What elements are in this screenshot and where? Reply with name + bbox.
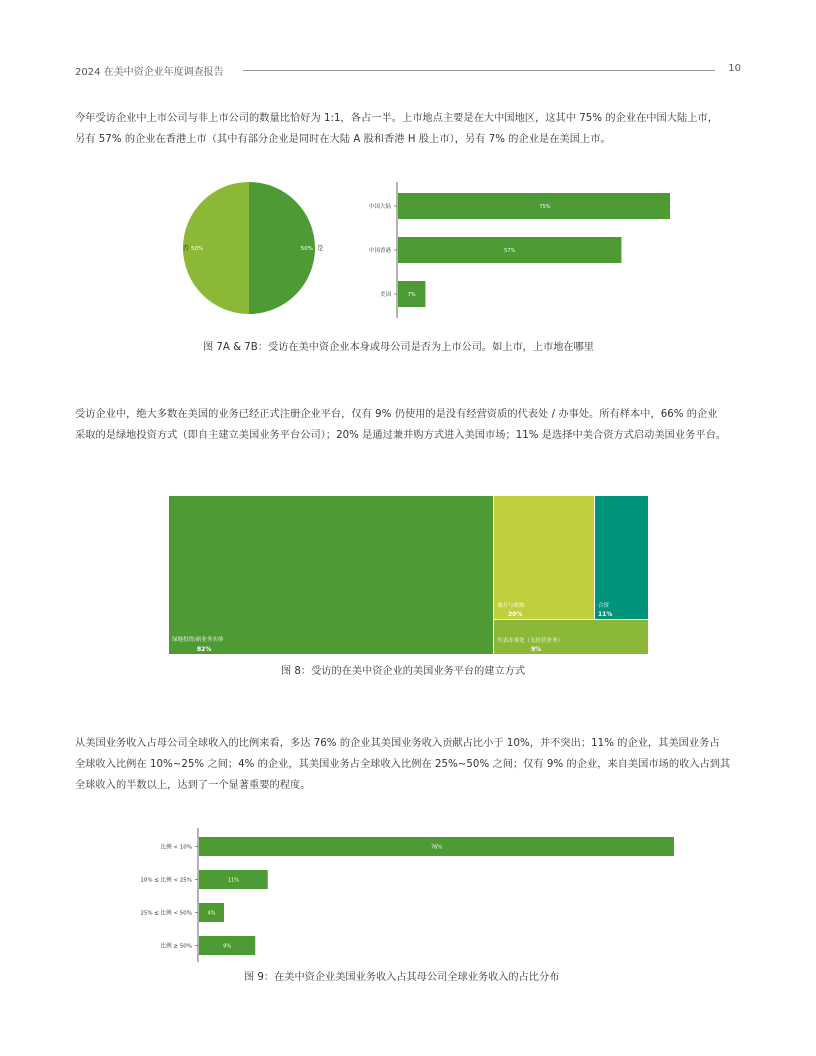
page-number: 10 (728, 63, 741, 74)
header-title: 2024 在美中资企业年度调查报告 (75, 67, 224, 78)
paragraph-listing (75, 108, 745, 150)
bar-value-label: 7% (407, 292, 416, 298)
paragraph-platform (75, 404, 745, 446)
figure-9-caption: 图 9：在美中资企业美国业务收入占其母公司全球业务收入的占比分布 (244, 972, 560, 983)
bar-value-label: 9% (223, 943, 232, 950)
category-tick-label: 10% ≤ 比例 < 25% (140, 877, 192, 884)
category-tick-label: 25% ≤ 比例 < 50% (140, 910, 192, 917)
figure-8-caption: 图 8：受访的在美中资企业的美国业务平台的建立方式 (281, 666, 526, 677)
bar-value-label: 57% (504, 248, 516, 254)
category-tick-label: 美国 (379, 292, 391, 298)
revenue-share-bar-chart (120, 826, 690, 962)
treemap-label: 绿地投资/新业务实体 (172, 637, 224, 643)
bar-value-label: 76% (430, 844, 443, 851)
treemap-label: 兼并与收购 (497, 603, 525, 609)
header-rule (243, 70, 715, 71)
treemap-value: 9% (531, 646, 542, 653)
treemap-cell-rep-office (494, 620, 648, 654)
listed-company-pie-chart (160, 180, 340, 330)
treemap-cell-greenfield (169, 496, 493, 654)
treemap-cell-jv (595, 496, 648, 619)
page-header (75, 63, 741, 79)
pie-category-label: 否 (182, 244, 189, 252)
pie-value-label: 50% (300, 246, 313, 252)
platform-treemap-chart (169, 496, 649, 656)
paragraph-line: 另有 57% 的企业在香港上市（其中有部分企业是同时在大陆 A 股和香港 H 股上市），另有 7% 的企业是在美国上市。 (75, 134, 611, 145)
category-tick-label: 比例 ≥ 50% (160, 943, 192, 950)
pie-category-label: 是 (317, 244, 324, 252)
figure-7-caption: 图 7A & 7B：受访在美中资企业本身或母公司是否为上市公司。如上市，上市地在哪里 (203, 342, 594, 353)
paragraph-line: 采取的是绿地投资方式（即自主建立美国业务平台公司）；20% 是通过兼并购方式进入美国市场；11% 是选择中美合资方式启动美国业务平台。 (75, 430, 727, 441)
paragraph-line: 今年受访企业中上市公司与非上市公司的数量比恰好为 1:1，各占一半。上市地点主要是在大中国地区，这其中 75% 的企业在中国大陆上市， (75, 113, 718, 124)
category-tick-label: 比例 < 10% (160, 844, 192, 851)
treemap-label: 代表办事处（无经营业务） (497, 638, 564, 644)
pie-value-label: 50% (191, 246, 204, 252)
paragraph-revenue (75, 733, 745, 796)
paragraph-line: 从美国业务收入占母公司全球收入的比例来看，多达 76% 的企业其美国业务收入贡献占比小于 10%，并不突出；11% 的企业，其美国业务占 (75, 738, 720, 749)
paragraph-line: 全球收入的半数以上，达到了一个显著重要的程度。 (75, 780, 311, 791)
paragraph-line: 受访企业中，绝大多数在美国的业务已经正式注册企业平台，仅有 9% 仍使用的是没有经营资质的代表处 / 办事处。所有样本中，66% 的企业 (75, 409, 718, 420)
paragraph-line: 全球收入比例在 10%~25% 之间；4% 的企业，其美国业务占全球收入比例在 25%~50% 之间；仅有 9% 的企业，来自美国市场的收入占到其 (75, 759, 731, 770)
bar (398, 193, 670, 219)
treemap-label: 合资 (598, 603, 610, 609)
category-tick-label: 中国大陆 (368, 204, 391, 210)
treemap-cell-mna (494, 496, 594, 619)
listing-location-bar-chart (350, 180, 670, 320)
bar-value-label: 4% (207, 910, 216, 917)
treemap-value: 20% (508, 611, 523, 618)
bar-value-label: 11% (227, 877, 239, 884)
treemap-value: 82% (197, 646, 212, 653)
category-tick-label: 中国香港 (368, 248, 391, 254)
treemap-value: 11% (598, 611, 613, 618)
bar-value-label: 75% (539, 204, 551, 210)
